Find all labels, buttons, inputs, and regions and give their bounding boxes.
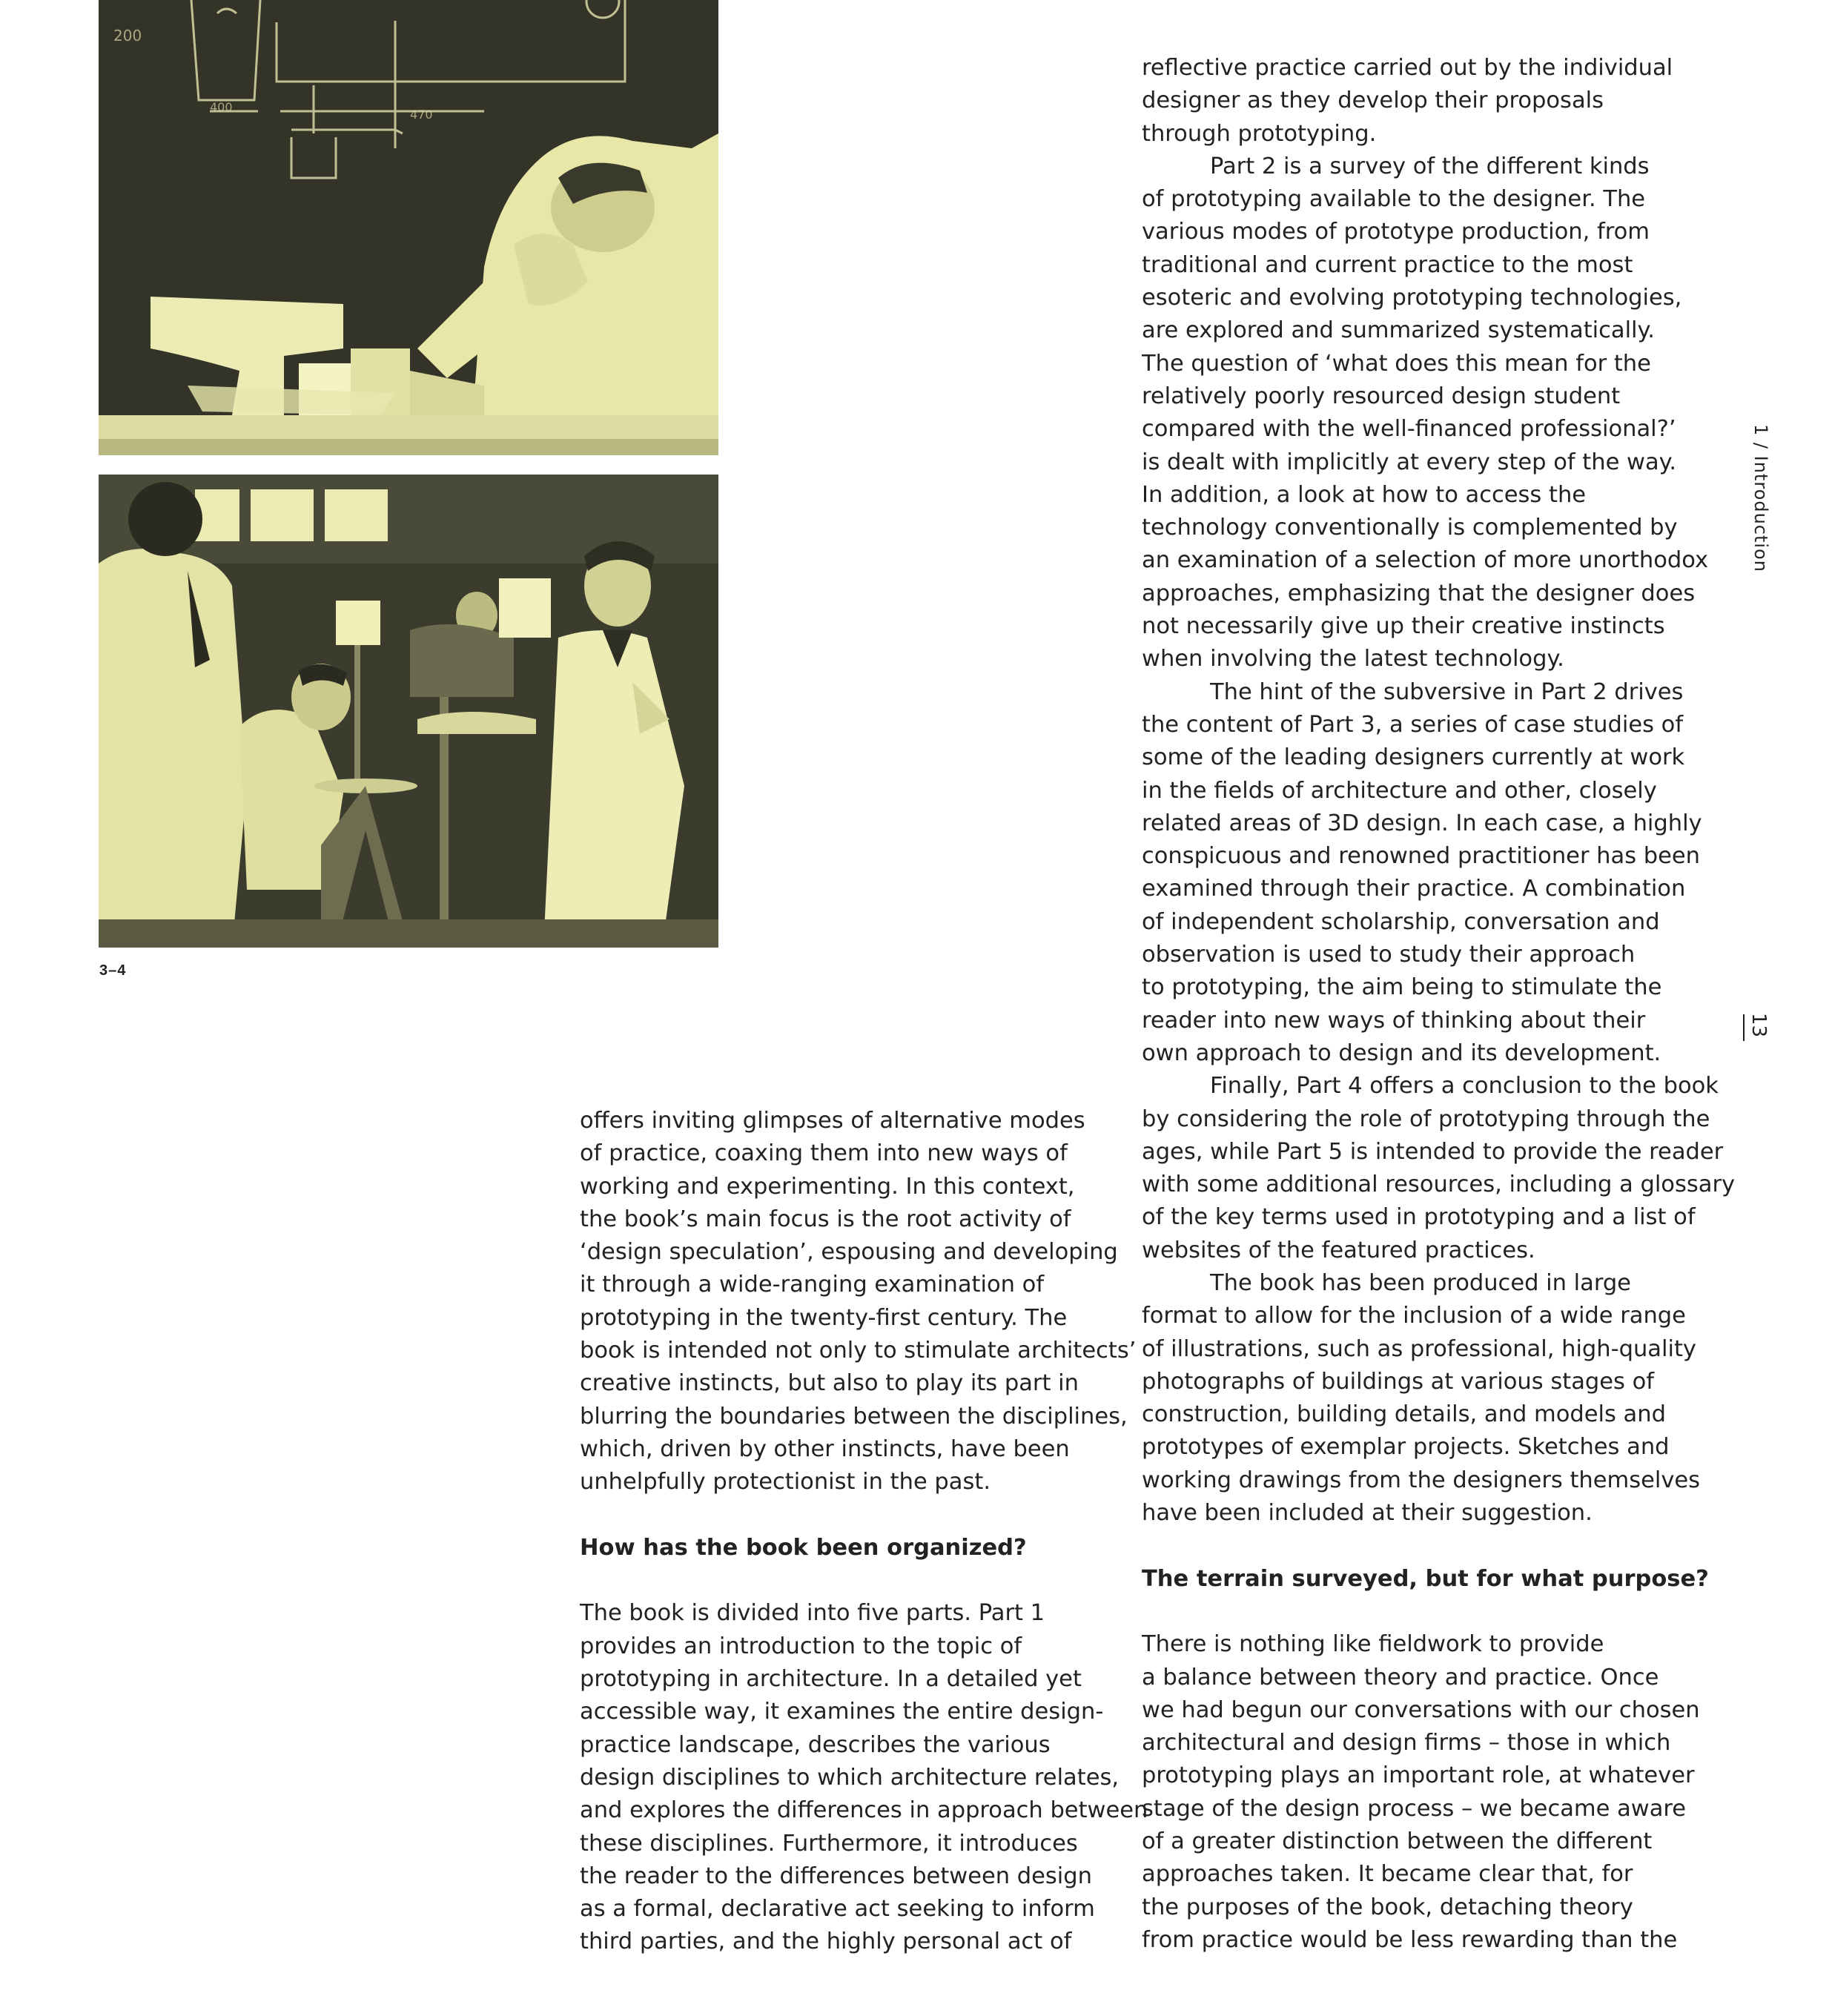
text-line: reflective practice carried out by the individual bbox=[1142, 55, 1673, 81]
text-line: The question of ‘what does this mean for the bbox=[1142, 350, 1651, 377]
text-line: ‘design speculation’, espousing and developing bbox=[580, 1239, 1118, 1266]
text-line: conspicuous and renowned practitioner has been bbox=[1142, 843, 1700, 870]
text-line: from practice would be less rewarding than the bbox=[1142, 1926, 1678, 1953]
text-line: prototyping in architecture. In a detailed yet bbox=[580, 1666, 1082, 1693]
text-line: traditional and current practice to the most bbox=[1142, 251, 1633, 278]
text-line: in the fields of architecture and other, closely bbox=[1142, 777, 1657, 804]
text-line: stage of the design process – we became aware bbox=[1142, 1795, 1687, 1822]
text-line: websites of the featured practices. bbox=[1142, 1237, 1535, 1263]
text-line: not necessarily give up their creative instincts bbox=[1142, 613, 1665, 640]
text-line: the purposes of the book, detaching theory bbox=[1142, 1894, 1633, 1920]
text-line: compared with the well-financed professional?’ bbox=[1142, 416, 1676, 443]
text-line: working drawings from the designers themselves bbox=[1142, 1467, 1701, 1493]
text-line: are explored and summarized systematically. bbox=[1142, 317, 1655, 344]
text-line: observation is used to study their approach bbox=[1142, 942, 1636, 968]
text-line: is dealt with implicitly at every step of the way. bbox=[1142, 449, 1677, 475]
text-line: The book has been produced in large bbox=[1210, 1269, 1631, 1296]
text-line: we had begun our conversations with our chosen bbox=[1142, 1696, 1700, 1723]
text-line: approaches, emphasizing that the designer does bbox=[1142, 580, 1696, 607]
text-line: provides an introduction to the topic of bbox=[580, 1633, 1022, 1659]
text-line: which, driven by other instincts, have been bbox=[580, 1435, 1070, 1462]
text-line: when involving the latest technology. bbox=[1142, 646, 1564, 672]
text-line: architectural and design firms – those in which bbox=[1142, 1730, 1671, 1756]
text-line: photographs of buildings at various stages of bbox=[1142, 1368, 1655, 1395]
text-line: some of the leading designers currently at work bbox=[1142, 744, 1685, 771]
text-line: to prototyping, the aim being to stimulate the bbox=[1142, 974, 1662, 1001]
text-line: own approach to design and its development. bbox=[1142, 1040, 1661, 1066]
text-line: and explores the differences in approach between bbox=[580, 1797, 1148, 1824]
text-line: of independent scholarship, conversation and bbox=[1142, 908, 1660, 935]
page-number-value: 13 bbox=[1747, 1013, 1770, 1038]
text-line: practice landscape, describes the various bbox=[580, 1731, 1051, 1758]
text-line: designer as they develop their proposals bbox=[1142, 87, 1604, 114]
text-line: working and experimenting. In this context, bbox=[580, 1173, 1075, 1200]
text-line: relatively poorly resourced design student bbox=[1142, 383, 1621, 409]
text-line: ages, while Part 5 is intended to provide the reader bbox=[1142, 1138, 1724, 1165]
photo-studio-image bbox=[99, 475, 718, 948]
text-line: technology conventionally is complemented by bbox=[1142, 515, 1678, 541]
text-line: prototyping in the twenty-first century. The bbox=[580, 1304, 1068, 1331]
blackboard-mark-3: 470 bbox=[410, 108, 433, 122]
text-line: book is intended not only to stimulate architects’ bbox=[580, 1338, 1137, 1364]
text-line: the reader to the differences between design bbox=[580, 1863, 1092, 1889]
text-line: third parties, and the highly personal act of bbox=[580, 1929, 1072, 1955]
blackboard-mark-2: 400 bbox=[210, 100, 233, 114]
text-line: the content of Part 3, a series of case studies of bbox=[1142, 711, 1684, 738]
photo-studio bbox=[99, 475, 718, 948]
text-line: of prototyping available to the designer. The bbox=[1142, 186, 1646, 213]
text-line: The hint of the subversive in Part 2 drives bbox=[1210, 678, 1684, 705]
text-line: In addition, a look at how to access the bbox=[1142, 481, 1587, 508]
text-line: Finally, Part 4 offers a conclusion to the book bbox=[1210, 1073, 1719, 1100]
text-line: by considering the role of prototyping through the bbox=[1142, 1106, 1710, 1132]
section-heading-terrain: The terrain surveyed, but for what purpose? bbox=[1142, 1565, 1709, 1592]
text-line: The book is divided into five parts. Part 1 bbox=[580, 1600, 1045, 1627]
text-line: it through a wide-ranging examination of bbox=[580, 1272, 1045, 1298]
text-line: of practice, coaxing them into new ways of bbox=[580, 1140, 1068, 1167]
text-line: reader into new ways of thinking about their bbox=[1142, 1007, 1646, 1034]
text-line: construction, building details, and models and bbox=[1142, 1401, 1666, 1428]
text-line: of the key terms used in prototyping and a list of bbox=[1142, 1204, 1696, 1231]
text-line: of a greater distinction between the different bbox=[1142, 1828, 1653, 1855]
blackboard-mark-1: 200 bbox=[113, 27, 142, 44]
text-line: examined through their practice. A combination bbox=[1142, 876, 1686, 902]
text-line: various modes of prototype production, from bbox=[1142, 219, 1650, 245]
page-number bbox=[1737, 1013, 1782, 1057]
text-line: related areas of 3D design. In each case, a highly bbox=[1142, 810, 1702, 836]
text-line: There is nothing like fieldwork to provide bbox=[1142, 1631, 1604, 1658]
text-line: accessible way, it examines the entire design- bbox=[580, 1699, 1104, 1725]
text-line: these disciplines. Furthermore, it introduces bbox=[580, 1830, 1078, 1857]
text-line: through prototyping. bbox=[1142, 120, 1377, 147]
text-line: esoteric and evolving prototyping technologies, bbox=[1142, 285, 1682, 311]
text-line: creative instincts, but also to play its part in bbox=[580, 1370, 1079, 1397]
page-number-rule bbox=[1743, 1014, 1745, 1041]
text-line: blurring the boundaries between the disciplines, bbox=[580, 1403, 1128, 1430]
text-line: of illustrations, such as professional, high-quality bbox=[1142, 1335, 1696, 1362]
photo-workbench bbox=[99, 0, 718, 455]
text-line: an examination of a selection of more unorthodox bbox=[1142, 547, 1709, 574]
text-line: offers inviting glimpses of alternative modes bbox=[580, 1108, 1085, 1134]
text-line: the book’s main focus is the root activity of bbox=[580, 1206, 1071, 1232]
text-line: design disciplines to which architecture relates, bbox=[580, 1764, 1120, 1791]
text-line: have been included at their suggestion. bbox=[1142, 1500, 1593, 1527]
figure-caption: 3–4 bbox=[99, 962, 127, 979]
text-line: format to allow for the inclusion of a wide range bbox=[1142, 1303, 1686, 1329]
text-line: prototypes of exemplar projects. Sketches and bbox=[1142, 1434, 1670, 1461]
text-line: Part 2 is a survey of the different kinds bbox=[1210, 153, 1650, 179]
text-line: unhelpfully protectionist in the past. bbox=[580, 1469, 991, 1496]
right-column bbox=[1142, 52, 1736, 1957]
text-line: as a formal, declarative act seeking to inform bbox=[580, 1896, 1095, 1923]
text-line: prototyping plays an important role, at whatever bbox=[1142, 1762, 1695, 1789]
text-line: approaches taken. It became clear that, for bbox=[1142, 1861, 1633, 1888]
section-heading-organization: How has the book been organized? bbox=[580, 1534, 1027, 1561]
running-header bbox=[1737, 424, 1782, 572]
section-title: 1 / Introduction bbox=[1750, 424, 1771, 572]
left-column bbox=[580, 1105, 1148, 1959]
text-line: with some additional resources, including a glossary bbox=[1142, 1171, 1736, 1198]
photo-workbench-image bbox=[99, 0, 718, 455]
text-line: a balance between theory and practice. Once bbox=[1142, 1664, 1659, 1691]
